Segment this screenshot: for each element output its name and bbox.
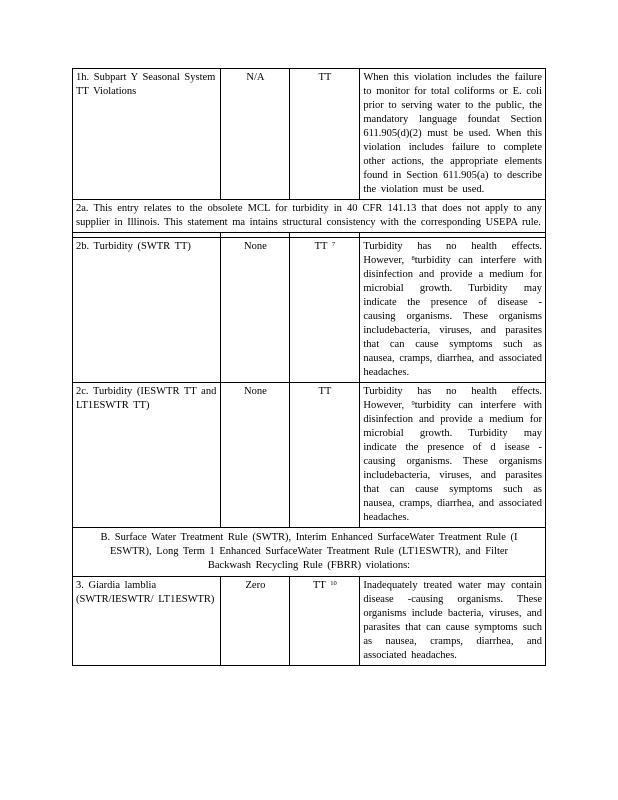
contaminant-cell: 1h. Subpart Y Seasonal System TT Violations [73, 69, 221, 200]
table-row-2b [73, 238, 546, 383]
health-effects-cell [360, 238, 546, 383]
table-row-2c [73, 383, 546, 528]
footnote-marker: 7 [331, 241, 336, 248]
footnote-marker: 9 [411, 400, 415, 407]
mcl-cell [290, 577, 360, 666]
effects-text: turbidity can interfere with disinfection and provide a medium for microbial growth. Turbidity may indicate the presence of disease -causing organisms. These organisms includebacteria, viruses, and parasites that can cause symptoms such as nausea, cramps, diarrhea, and associated headaches. [363, 255, 542, 378]
table-row-section-b [73, 528, 546, 577]
contaminant-cell: 3. Giardia lamblia (SWTR/IESWTR/ LT1ESWTR) [73, 577, 221, 666]
health-effects-cell: Inadequately treated water may contain disease -causing organisms. These organisms include bacteria, viruses, and parasites that can cause symptoms such as nausea, cramps, diarrhea, and associated headaches. [360, 577, 546, 666]
note-2a: 2a. This entry relates to the obsolete MCL for turbidity in 40 CFR 141.13 that does not apply to any supplier in Illinois. This statement ma intains structural consistency with the corresponding USEPA rule. [73, 200, 546, 233]
table-row-2a [73, 200, 546, 233]
footnote-marker: 10 [330, 580, 337, 587]
health-effects-cell [360, 383, 546, 528]
mclg-cell: None [221, 383, 290, 528]
effects-text: Turbidity has no health effects. However, [363, 386, 542, 411]
contaminant-cell: 2b. Turbidity (SWTR TT) [73, 238, 221, 383]
mcl-cell: TT [290, 69, 360, 200]
mclg-cell: Zero [221, 577, 290, 666]
mclg-cell: N/A [221, 69, 290, 200]
regulation-table-page [72, 68, 546, 666]
mclg-cell: None [221, 238, 290, 383]
effects-text: turbidity can interfere with disinfection and provide a medium for microbial growth. Turbidity may indicate the presence of d isease -causing organisms. These organisms includebacteria, viruses, and parasites that can cause symptoms such as nausea, cramps, diarrhea, and associated headaches. [363, 400, 542, 523]
mcl-cell: TT [290, 383, 360, 528]
contaminant-cell: 2c. Turbidity (IESWTR TT and LT1ESWTR TT) [73, 383, 221, 528]
table-row-1h [73, 69, 546, 200]
effects-text: Turbidity has no health effects. However, [363, 241, 542, 266]
footnote-marker: 8 [411, 255, 415, 262]
health-effects-cell: When this violation includes the failure to monitor for total coliforms or E. coli prior to serving water to the public, the mandatory language foundat Section 611.905(d)(2) must be used. When this violation includes failure to complete other actions, the appropriate elements found in Section 611.905(a) to describe the violation must be used. [360, 69, 546, 200]
section-b-heading: B. Surface Water Treatment Rule (SWTR), Interim Enhanced SurfaceWater Treatment Rule (I ESWTR), Long Term 1 Enhanced SurfaceWater Treatment Rule (LT1ESWTR), and Filter Backwash Recycling Rule (FBRR) violations: [73, 528, 546, 577]
table-row-3 [73, 577, 546, 666]
violations-table [72, 68, 546, 666]
mcl-value: TT [314, 241, 328, 252]
mcl-value: TT [313, 580, 326, 591]
mcl-cell [290, 238, 360, 383]
